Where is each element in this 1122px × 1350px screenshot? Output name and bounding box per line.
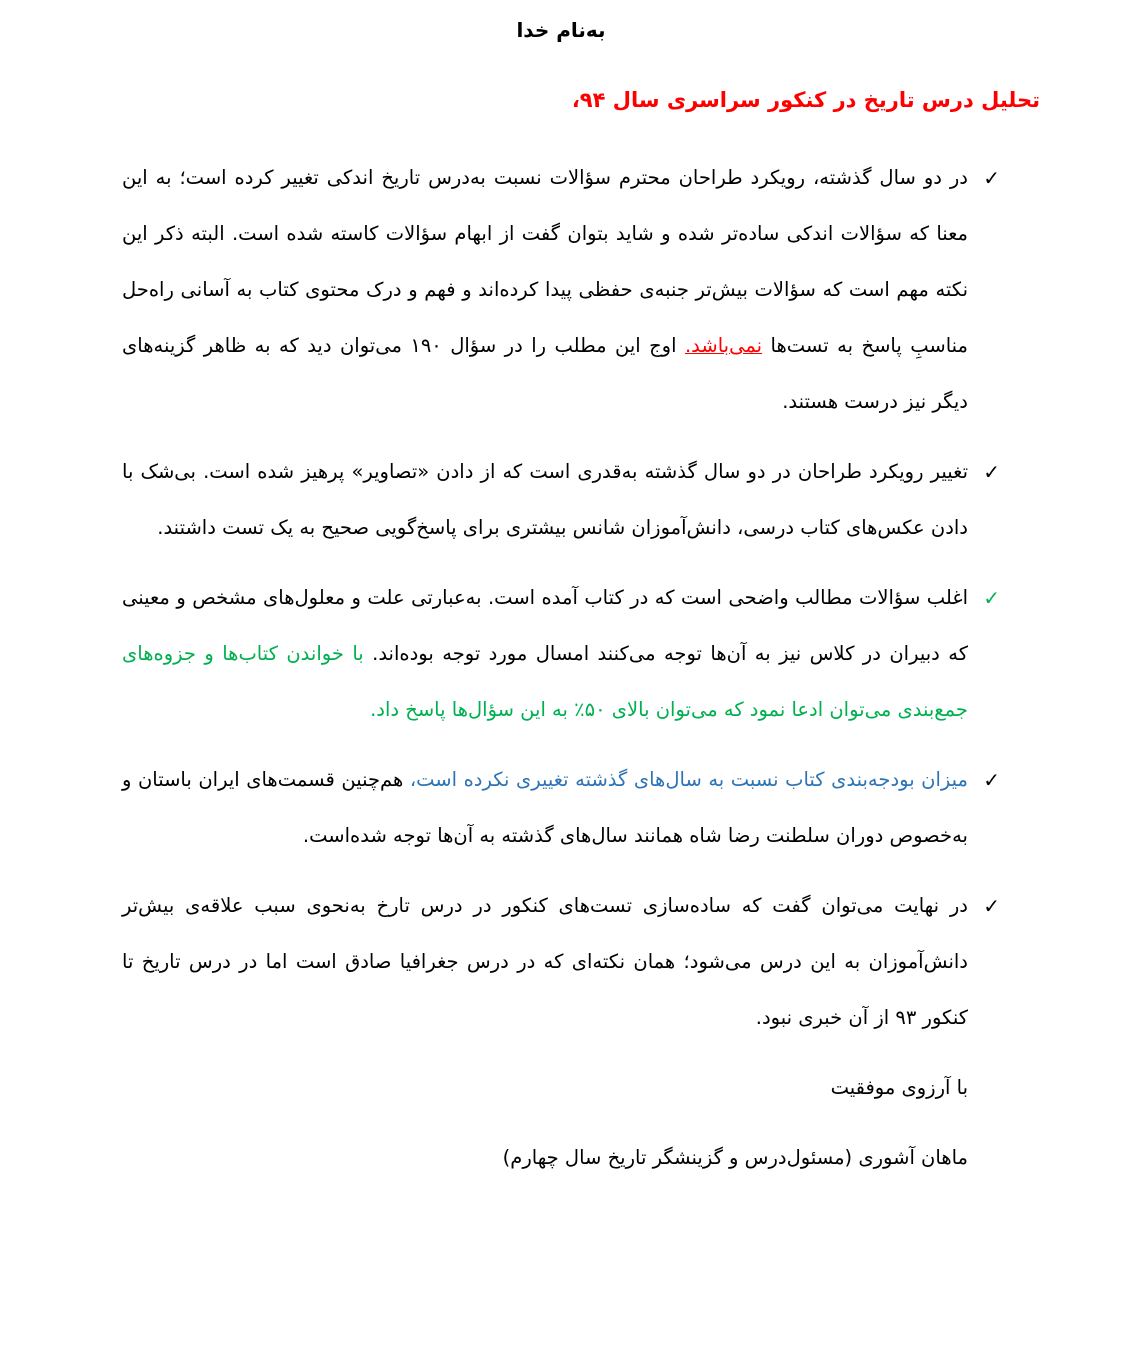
section-heading: تحلیل درس تاریخ در کنکور سراسری سال ۹۴،: [571, 88, 1040, 112]
bullet-paragraph: [122, 444, 1000, 556]
bullet-paragraph: [122, 150, 1000, 430]
paragraph-text: در دو سال گذشته، رویکرد طراحان محترم سؤالات نسبت به‌درس تاریخ اندکی تغییر کرده است؛ به این معنا که سؤالات اندکی ساده‌تر شده و شاید بتوان گفت از ابهام سؤالات کاسته شده است. البته ذکر این نکته مهم است که سؤالات بیش‌تر جنبه‌ی حفظی پیدا کرده‌اند و فهم و درک محتوی کتاب به آسانی راه‌حل مناسبِ پاسخ به تست‌ها: [122, 166, 968, 357]
paragraph-text: اوج این مطلب را در سؤال ۱۹۰ می‌توان دید که به ظاهر گزینه‌های دیگر نیز درست هستند.: [122, 334, 968, 413]
checkmark-icon: ✓: [983, 768, 1000, 792]
bullet-paragraph: [122, 570, 1000, 738]
checkmark-icon: ✓: [983, 894, 1000, 918]
document-title: به‌نام خدا: [516, 18, 606, 42]
paragraph-text: هم‌چنین قسمت‌های ایران باستان و به‌خصوص دوران سلطنت رضا شاه همانند سال‌های گذشته به آن‌ها توجه شده‌است.: [122, 768, 968, 847]
paragraph-text: در نهایت می‌توان گفت که ساده‌سازی تست‌های کنکور در درس تارخ به‌نحوی سبب علاقه‌ی بیش‌تر دانش‌آموزان به این درس می‌شود؛ همان نکته‌ای که در درس جغرافیا صادق است اما در درس تاریخ تا کنکور ۹۳ از آن خبری نبود.: [122, 894, 968, 1029]
highlighted-text: میزان بودجه‌بندی کتاب نسبت به سال‌های گذشته تغییری نکرده است،: [409, 768, 968, 791]
document-body: [122, 150, 1000, 1200]
checkmark-icon: ✓: [983, 460, 1000, 484]
highlighted-text: با خواندن کتاب‌ها و جزوه‌های جمع‌بندی می‌توان ادعا نمود که می‌توان بالای ۵۰٪ به این سؤال‌ها پاسخ داد.: [122, 642, 968, 721]
checkmark-icon: ✓: [983, 166, 1000, 190]
bullet-paragraph: [122, 878, 1000, 1046]
paragraph-text: تغییر رویکرد طراحان در دو سال گذشته به‌قدری است که از دادن «تصاویر» پرهیز شده است. بی‌شک با دادن عکس‌های کتاب درسی، دانش‌آموزان شانس بیشتری برای پاسخ‌گویی صحیح به یک تست داشتند.: [122, 460, 968, 539]
paragraph-text: اغلب سؤالات مطالب واضحی است که در کتاب آمده است. به‌عبارتی علت و معلول‌های مشخص و معینی که دبیران در کلاس نیز به آن‌ها توجه می‌کنند امسال مورد توجه بوده‌اند.: [122, 586, 968, 665]
signature-line: ماهان آشوری (مسئول‌درس و گزینشگر تاریخ سال چهارم): [502, 1146, 968, 1169]
closing-line: با آرزوی موفقیت: [830, 1076, 968, 1099]
highlighted-text: نمی‌باشد.: [684, 334, 763, 357]
bullet-paragraph: [122, 752, 1000, 864]
checkmark-icon: ✓: [983, 586, 1000, 610]
